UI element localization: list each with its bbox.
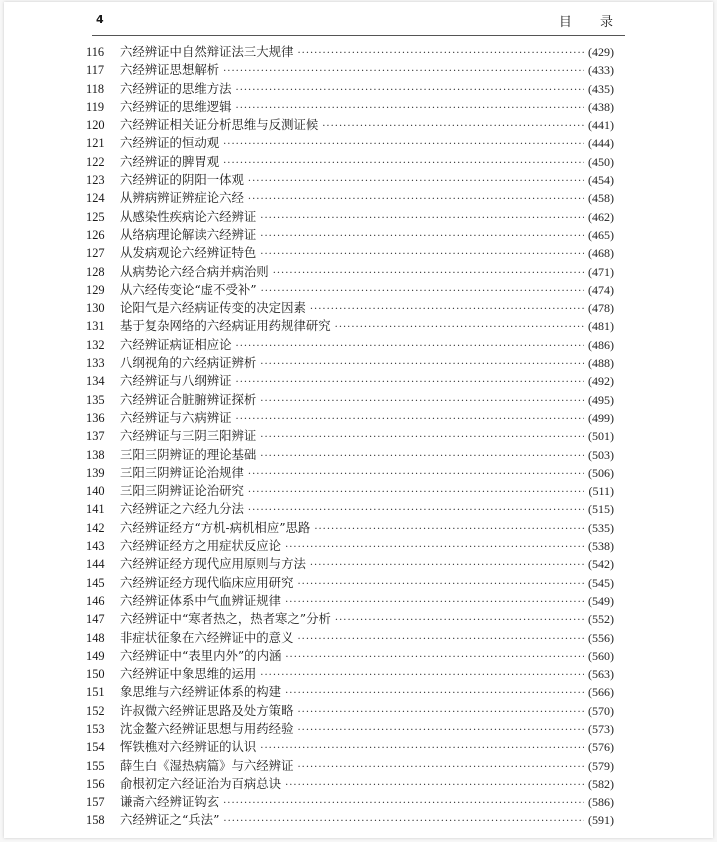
- toc-entry-title: 六经辨证与三阴三阳辨证: [120, 428, 257, 444]
- toc-entry[interactable]: [86, 61, 614, 79]
- toc-entry-number: 150: [86, 667, 105, 682]
- toc-entry-number: 139: [86, 465, 105, 480]
- toc-entry[interactable]: [86, 226, 614, 244]
- toc-entry-number: 123: [86, 173, 105, 188]
- toc-entry[interactable]: [86, 299, 614, 317]
- toc-entry-title: 从辨病辨证辨症论六经: [120, 190, 244, 206]
- toc-entry[interactable]: [86, 43, 614, 61]
- toc-entry[interactable]: [86, 189, 614, 207]
- toc-entry-number: 122: [86, 154, 105, 169]
- toc-entry[interactable]: [86, 427, 614, 445]
- toc-entry-page: (474): [588, 282, 614, 297]
- header-rule: [92, 35, 625, 36]
- toc-entry-page: (515): [588, 502, 614, 517]
- dot-leader: [297, 722, 584, 740]
- toc-entry-title: 六经辨证之“兵法”: [120, 812, 220, 828]
- toc-entry[interactable]: [86, 811, 614, 829]
- toc-entry-title: 六经辨证相关证分析思维与反测证候: [120, 117, 319, 133]
- toc-entry-title: 三阳三阴辨证的理论基础: [120, 446, 257, 462]
- toc-entry-page: (560): [588, 648, 614, 663]
- toc-entry-page: (492): [588, 374, 614, 389]
- toc-entry[interactable]: [86, 281, 614, 299]
- toc-entry[interactable]: [86, 665, 614, 683]
- toc-entry-title: 非症状征象在六经辨证中的意义: [120, 629, 294, 645]
- toc-entry-page: (506): [588, 465, 614, 480]
- toc-entry-number: 155: [86, 758, 105, 773]
- toc-entry-page: (545): [588, 575, 614, 590]
- toc-entry-title: 三阳三阴辨证论治研究: [120, 483, 244, 499]
- toc-entry-title: 六经辨证思想解析: [120, 62, 220, 78]
- toc-entry-title: 象思维与六经辨证体系的构建: [120, 684, 282, 700]
- toc-entry-title: 从感染性疾病论六经辨证: [120, 208, 257, 224]
- toc-entry-title: 八纲视角的六经病证辨析: [120, 355, 257, 371]
- toc-entry[interactable]: [86, 482, 614, 500]
- toc-entry-page: (511): [588, 484, 614, 499]
- toc-entry-number: 131: [86, 319, 105, 334]
- toc-entry-page: (471): [588, 264, 614, 279]
- dot-leader: [297, 576, 584, 594]
- toc-entry-page: (538): [588, 539, 614, 554]
- dot-leader: [260, 429, 584, 447]
- toc-entry[interactable]: [86, 116, 614, 134]
- toc-entry[interactable]: [86, 702, 614, 720]
- toc-entry-title: 六经辨证之六经九分法: [120, 501, 244, 517]
- toc-entry[interactable]: [86, 354, 614, 372]
- toc-entry-page: (495): [588, 392, 614, 407]
- dot-leader: [285, 539, 584, 557]
- toc-entry-number: 116: [86, 45, 105, 59]
- toc-entry[interactable]: [86, 134, 614, 152]
- toc-entry-number: 133: [86, 356, 105, 371]
- toc-entry-title: 六经辨证的思维方法: [120, 80, 232, 96]
- dot-leader: [260, 740, 584, 758]
- toc-entry[interactable]: [86, 80, 614, 98]
- toc-entry-title: 基于复杂网络的六经病证用药规律研究: [120, 318, 331, 334]
- toc-entry-page: (503): [588, 447, 614, 462]
- toc-entry-title: 六经辨证的脾胃观: [120, 153, 220, 169]
- dot-leader: [297, 631, 584, 649]
- dot-leader: [297, 759, 584, 777]
- toc-entry[interactable]: [86, 793, 614, 811]
- toc-entry-number: 126: [86, 227, 105, 242]
- toc-entry-number: 152: [86, 703, 105, 718]
- toc-entry-page: (591): [588, 813, 614, 828]
- toc-entry-page: (535): [588, 520, 614, 535]
- toc-entry-title: 许叔微六经辨证思路及处方策略: [120, 702, 294, 718]
- toc-entry-title: 谦斋六经辨证钩玄: [120, 794, 220, 810]
- toc-entry-page: (441): [588, 118, 614, 133]
- toc-entry-number: 124: [86, 191, 105, 206]
- dot-leader: [260, 667, 584, 685]
- dot-leader: [297, 45, 584, 63]
- toc-entry-page: (450): [588, 154, 614, 169]
- document-page: [4, 2, 713, 838]
- toc-entry-number: 158: [86, 813, 105, 828]
- toc-entry-number: 146: [86, 593, 105, 608]
- page-number: 4: [96, 13, 104, 26]
- toc-entry[interactable]: [86, 500, 614, 518]
- toc-entry-title: 六经辨证的思维逻辑: [120, 98, 232, 114]
- dot-leader: [248, 466, 584, 484]
- toc-entry-page: (458): [588, 191, 614, 206]
- toc-entry-number: 140: [86, 484, 105, 499]
- section-title: 目 录: [558, 15, 625, 30]
- toc-entry-number: 138: [86, 447, 105, 462]
- toc-entry[interactable]: [86, 372, 614, 390]
- toc-entry-page: (501): [588, 429, 614, 444]
- toc-entry-page: (576): [588, 740, 614, 755]
- dot-leader: [297, 704, 584, 722]
- dot-leader: [310, 301, 584, 319]
- toc-entry[interactable]: [86, 537, 614, 555]
- toc-entry[interactable]: [86, 171, 614, 189]
- toc-entry-title: 六经辨证合脏腑辨证探析: [120, 391, 257, 407]
- toc-entry-title: 论阳气是六经病证传变的决定因素: [120, 300, 306, 316]
- table-of-contents: [86, 43, 614, 830]
- toc-entry-page: (454): [588, 173, 614, 188]
- toc-entry-page: (429): [588, 45, 614, 59]
- toc-entry-number: 144: [86, 557, 105, 572]
- toc-entry-page: (549): [588, 593, 614, 608]
- toc-entry[interactable]: [86, 391, 614, 409]
- toc-entry-page: (563): [588, 667, 614, 682]
- toc-entry[interactable]: [86, 757, 614, 775]
- toc-entry-number: 156: [86, 776, 105, 791]
- toc-entry-number: 151: [86, 685, 105, 700]
- toc-entry-title: 六经辨证中自然辩证法三大规律: [120, 44, 294, 59]
- toc-entry[interactable]: [86, 153, 614, 171]
- toc-entry[interactable]: [86, 263, 614, 281]
- toc-entry-page: (566): [588, 685, 614, 700]
- dot-leader: [285, 649, 584, 667]
- toc-entry[interactable]: [86, 647, 614, 665]
- toc-entry-page: (478): [588, 301, 614, 316]
- toc-entry-number: 157: [86, 795, 105, 810]
- toc-entry-title: 六经辨证与八纲辨证: [120, 373, 232, 389]
- toc-entry-title: 沈金鳌六经辨证思想与用药经验: [120, 720, 294, 736]
- toc-entry-page: (570): [588, 703, 614, 718]
- dot-leader: [236, 338, 584, 356]
- dot-leader: [314, 521, 584, 539]
- dot-leader: [236, 411, 584, 429]
- toc-entry[interactable]: [86, 629, 614, 647]
- toc-entry-page: (556): [588, 630, 614, 645]
- toc-entry-number: 145: [86, 575, 105, 590]
- toc-entry-number: 130: [86, 301, 105, 316]
- toc-entry-page: (435): [588, 81, 614, 96]
- toc-entry-page: (586): [588, 795, 614, 810]
- toc-entry[interactable]: [86, 98, 614, 116]
- toc-entry[interactable]: [86, 409, 614, 427]
- dot-leader: [223, 813, 584, 831]
- dot-leader: [223, 155, 584, 173]
- dot-leader: [223, 136, 584, 154]
- page-header: [4, 2, 713, 38]
- toc-entry[interactable]: [86, 775, 614, 793]
- toc-entry[interactable]: [86, 610, 614, 628]
- toc-entry-title: 从病势论六经合病并病治则: [120, 263, 269, 279]
- dot-leader: [248, 173, 584, 191]
- toc-entry-number: 134: [86, 374, 105, 389]
- toc-entry-title: 三阳三阴辨证论治规律: [120, 464, 244, 480]
- dot-leader: [236, 374, 584, 392]
- toc-entry-number: 141: [86, 502, 105, 517]
- toc-entry[interactable]: [86, 555, 614, 573]
- dot-leader: [260, 246, 584, 264]
- dot-leader: [223, 63, 584, 81]
- toc-entry-number: 143: [86, 539, 105, 554]
- toc-entry-title: 六经辨证病证相应论: [120, 336, 232, 352]
- toc-entry-title: 六经辨证经方现代临床应用研究: [120, 574, 294, 590]
- dot-leader: [260, 228, 584, 246]
- toc-entry-number: 118: [86, 81, 105, 96]
- toc-entry-page: (499): [588, 410, 614, 425]
- dot-leader: [310, 557, 584, 575]
- toc-entry-title: 从络病理论解读六经辨证: [120, 226, 257, 242]
- toc-entry[interactable]: [86, 738, 614, 756]
- toc-entry-page: (465): [588, 227, 614, 242]
- toc-entry-page: (462): [588, 209, 614, 224]
- toc-entry-title: 恽铁樵对六经辨证的认识: [120, 739, 257, 755]
- toc-entry-number: 136: [86, 410, 105, 425]
- toc-entry-number: 135: [86, 392, 105, 407]
- toc-entry-number: 137: [86, 429, 105, 444]
- toc-entry-number: 128: [86, 264, 105, 279]
- toc-entry-title: 六经辨证中象思维的运用: [120, 666, 257, 682]
- toc-entry[interactable]: [86, 336, 614, 354]
- toc-entry-number: 142: [86, 520, 105, 535]
- dot-leader: [248, 191, 584, 209]
- toc-entry-number: 132: [86, 337, 105, 352]
- toc-entry-page: (552): [588, 612, 614, 627]
- toc-entry-title: 六经辨证经方现代应用原则与方法: [120, 556, 306, 572]
- toc-entry-title: 从六经传变论“虚不受补”: [120, 281, 257, 297]
- dot-leader: [236, 82, 584, 100]
- toc-entry[interactable]: [86, 464, 614, 482]
- toc-entry-page: (582): [588, 776, 614, 791]
- toc-entry-number: 148: [86, 630, 105, 645]
- toc-entry[interactable]: [86, 208, 614, 226]
- toc-entry-number: 121: [86, 136, 105, 151]
- toc-entry-title: 六经辨证经方之用症状反应论: [120, 538, 282, 554]
- toc-entry-number: 120: [86, 118, 105, 133]
- toc-entry-title: 从发病观论六经辨证特色: [120, 245, 257, 261]
- toc-entry-title: 俞根初定六经证治为百病总诀: [120, 775, 282, 791]
- toc-entry-number: 147: [86, 612, 105, 627]
- dot-leader: [248, 484, 585, 502]
- toc-entry-title: 薛生白《湿热病篇》与六经辨证: [120, 757, 294, 773]
- toc-entry[interactable]: [86, 519, 614, 537]
- toc-entry-number: 119: [86, 99, 105, 114]
- dot-leader: [273, 265, 584, 283]
- toc-entry-number: 117: [86, 63, 105, 78]
- dot-leader: [260, 393, 584, 411]
- toc-entry-number: 149: [86, 648, 105, 663]
- toc-entry[interactable]: [86, 446, 614, 464]
- toc-entry-number: 125: [86, 209, 105, 224]
- toc-entry-title: 六经辨证中“表里内外”的内涵: [120, 647, 282, 663]
- toc-entry-number: 129: [86, 282, 105, 297]
- toc-entry-title: 六经辨证经方“方机-病机相应”思路: [120, 519, 311, 535]
- toc-entry[interactable]: [86, 683, 614, 701]
- toc-entry-page: (573): [588, 721, 614, 736]
- toc-entry-page: (438): [588, 99, 614, 114]
- toc-entry-page: (486): [588, 337, 614, 352]
- dot-leader: [335, 612, 584, 630]
- toc-entry-title: 六经辨证体系中气血辨证规律: [120, 592, 282, 608]
- dot-leader: [285, 777, 584, 795]
- dot-leader: [261, 283, 584, 301]
- toc-entry-title: 六经辨证的恒动观: [120, 135, 220, 151]
- dot-leader: [335, 319, 584, 337]
- dot-leader: [285, 685, 584, 703]
- toc-entry-page: (542): [588, 557, 614, 572]
- toc-entry-page: (481): [588, 319, 614, 334]
- toc-entry-title: 六经辨证的阴阳一体观: [120, 172, 244, 188]
- toc-entry[interactable]: [86, 574, 614, 592]
- toc-entry-title: 六经辨证中“寒者热之，热者寒之”分析: [120, 611, 331, 627]
- toc-entry-page: (468): [588, 246, 614, 261]
- toc-entry[interactable]: [86, 244, 614, 262]
- toc-entry[interactable]: [86, 720, 614, 738]
- toc-entry-title: 六经辨证与六病辨证: [120, 409, 232, 425]
- toc-entry[interactable]: [86, 592, 614, 610]
- dot-leader: [223, 795, 584, 813]
- toc-entry-page: (433): [588, 63, 614, 78]
- toc-entry-number: 154: [86, 740, 105, 755]
- toc-entry-number: 153: [86, 721, 105, 736]
- toc-entry[interactable]: [86, 317, 614, 335]
- toc-entry-page: (579): [588, 758, 614, 773]
- dot-leader: [322, 118, 584, 136]
- toc-entry-page: (488): [588, 356, 614, 371]
- dot-leader: [260, 448, 584, 466]
- dot-leader: [260, 356, 584, 374]
- dot-leader: [260, 210, 584, 228]
- toc-entry-number: 127: [86, 246, 105, 261]
- toc-entry-page: (444): [588, 136, 614, 151]
